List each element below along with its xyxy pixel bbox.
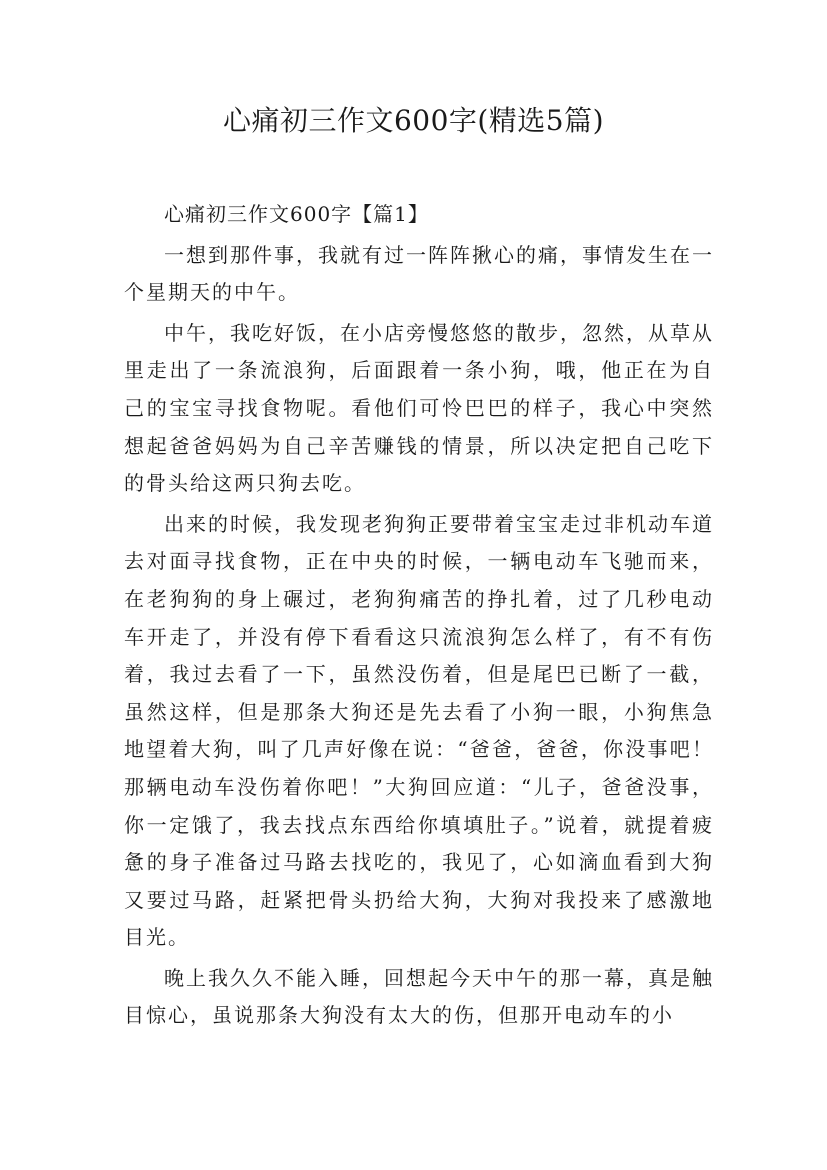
paragraph: 晚上我久久不能入睡，回想起今天中午的那一幕，真是触目惊心，虽说那条大狗没有太大的伤，但那开电动车的小 bbox=[124, 965, 714, 1028]
paragraph: 一想到那件事，我就有过一阵阵揪心的痛，事情发生在一个星期天的中午。 bbox=[124, 242, 714, 305]
document-body bbox=[124, 196, 714, 1038]
document-title: 心痛初三作文600字(精选5篇) bbox=[222, 104, 605, 137]
paragraph: 出来的时候，我发现老狗狗正要带着宝宝走过非机动车道去对面寻找食物，正在中央的时候，一辆电动车飞驰而来，在老狗狗的身上碾过，老狗狗痛苦的挣扎着，过了几秒电动车开走了，并没有停下看看这只流浪狗怎么样了，有不有伤着，我过去看了一下，虽然没伤着，但是尾巴已断了一截，虽然这样，但是那条大狗还是先去看了小狗一眼，小狗焦急地望着大狗，叫了几声好像在说：“爸爸，爸爸，你没事吧！那辆电动车没伤着你吧！”大狗回应道：“儿子，爸爸没事，你一定饿了，我去找点东西给你填填肚子。”说着，就提着疲惫的身子准备过马路去找吃的，我见了，心如滴血看到大狗又要过马路，赶紧把骨头扔给大狗，大狗对我投来了感激地目光。 bbox=[124, 511, 714, 950]
section-heading: 心痛初三作文600字【篇1】 bbox=[164, 202, 429, 226]
paragraph: 中午，我吃好饭，在小店旁慢悠悠的散步，忽然，从草从里走出了一条流浪狗，后面跟着一条小狗，哦，他正在为自己的宝宝寻找食物呢。看他们可怜巴巴的样子，我心中突然想起爸爸妈妈为自己辛苦赚钱的情景，所以决定把自己吃下的骨头给这两只狗去吃。 bbox=[124, 320, 714, 496]
